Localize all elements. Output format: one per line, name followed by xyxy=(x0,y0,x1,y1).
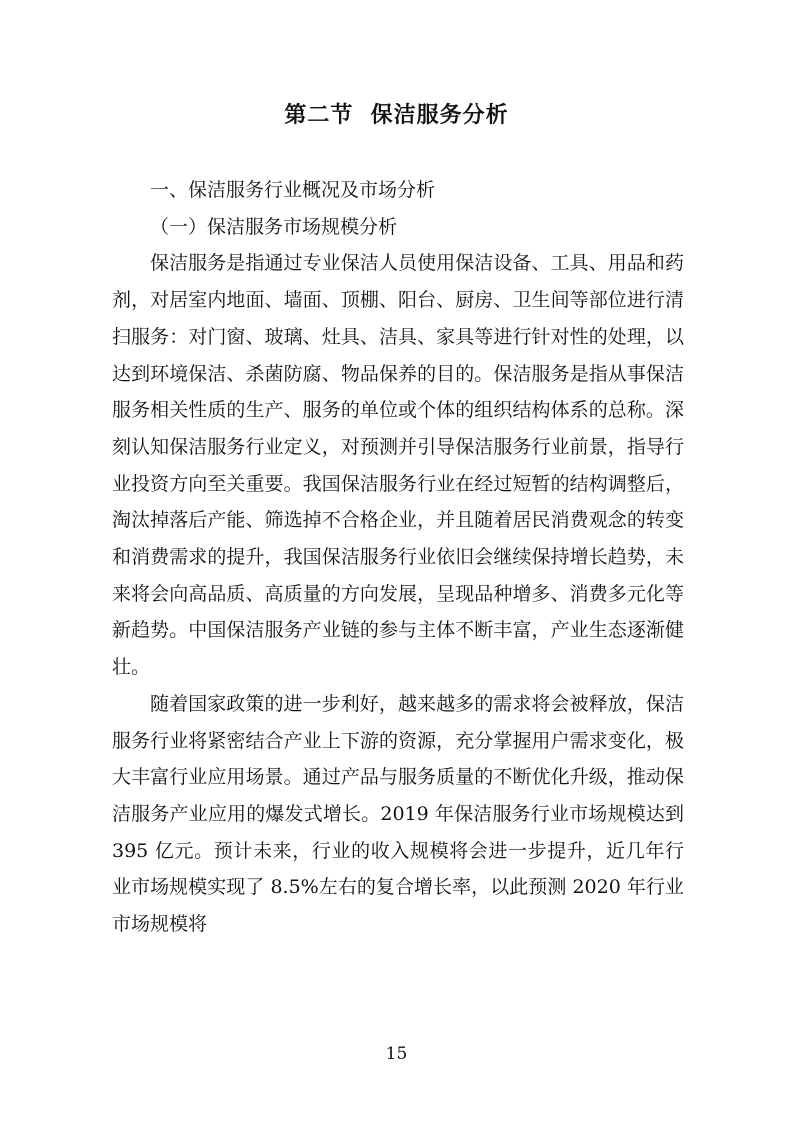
body-paragraph-2: 随着国家政策的进一步利好，越来越多的需求将会被释放，保洁服务行业将紧密结合产业上下游的资源，充分掌握用户需求变化，极大丰富行业应用场景。通过产品与服务质量的不断优化升级，推动保洁服务产业应用的爆发式增长。2019 年保洁服务行业市场规模达到 395 亿元。预计未来，行业的收入规模将会进一步提升，近几年行业市场规模实现了 8.5%左右的复合增长率，以此预测 2020 年行业市场规模将 xyxy=(112,692,684,936)
section-title: 第二节 保洁服务分析 xyxy=(284,103,509,128)
heading-level-2: （一）保洁服务市场规模分析 xyxy=(150,215,398,238)
heading-level-1: 一、保洁服务行业概况及市场分析 xyxy=(150,179,436,201)
page-number: 15 xyxy=(385,1044,408,1064)
document-body xyxy=(112,172,684,943)
body-paragraph-1: 保洁服务是指通过专业保洁人员使用保洁设备、工具、用品和药剂，对居室内地面、墙面、顶棚、阳台、厨房、卫生间等部位进行清扫服务：对门窗、玻璃、灶具、洁具、家具等进行针对性的处理，以达到环境保洁、杀菌防腐、物品保养的目的。保洁服务是指从事保洁服务相关性质的生产、服务的单位或个体的组织结构体系的总称。深刻认知保洁服务行业定义，对预测并引导保洁服务行业前景，指导行业投资方向至关重要。我国保洁服务行业在经过短暂的结构调整后，淘汰掉落后产能、筛选掉不合格企业，并且随着居民消费观念的转变和消费需求的提升，我国保洁服务行业依旧会继续保持增长趋势，未来将会向高品质、高质量的方向发展，呈现品种增多、消费多元化等新趋势。中国保洁服务产业链的参与主体不断丰富，产业生态逐渐健壮。 xyxy=(112,252,684,679)
